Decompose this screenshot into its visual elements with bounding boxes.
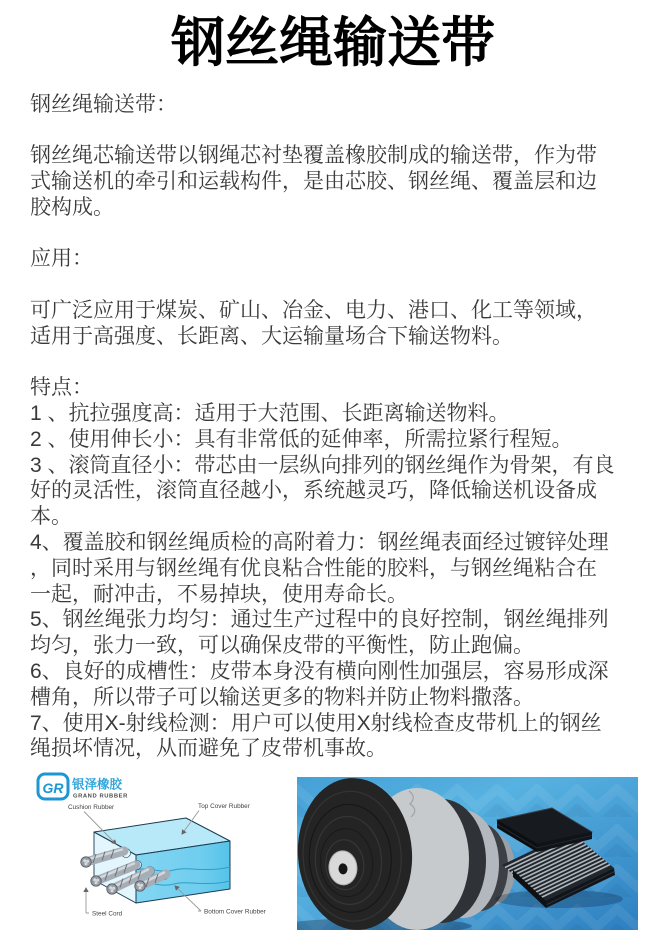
- list-item: 1 、抗拉强度高：适用于大范围、长距离输送物料。: [30, 402, 510, 426]
- document-page: [0, 10, 666, 940]
- page-title: 钢丝绳输送带: [171, 13, 495, 73]
- list-item: 3 、滚筒直径小：带芯由一层纵向排列的钢丝绳作为骨架，有良好的灵活性，滚筒直径越小，系统越灵巧，降低输送机设备成本。: [30, 453, 615, 529]
- belt-structure-diagram: [34, 772, 290, 939]
- steel-cord-label: Steel Cord: [92, 910, 123, 918]
- belt-product-photo: [297, 777, 638, 930]
- list-item: 6、良好的成槽性：皮带本身没有横向刚性加强层，容易形成深槽角，所以带子可以输送更多的物料并防止物料撒落。: [30, 660, 609, 709]
- logo-english-text: GRAND RUBBER: [73, 793, 128, 800]
- logo-monogram: GR: [42, 780, 64, 796]
- list-item: 4、覆盖胶和钢丝绳质检的高附着力：钢丝绳表面经过镀锌处理，同时采用与钢丝绳有优良粘合性能的胶料，与钢丝绳粘合在一起，耐冲击，不易掉块，使用寿命长。: [30, 531, 609, 606]
- list-item: 2 、使用伸长小：具有非常低的延伸率，所需拉紧行程短。: [30, 427, 573, 451]
- paragraph: 可广泛应用于煤炭、矿山、冶金、电力、港口、化工等领域，适用于高强度、长距离、大运输量场合下输送物料。: [30, 298, 597, 348]
- logo-chinese-text: 银泽橡胶: [72, 777, 123, 792]
- top-cover-rubber-label: Top Cover Rubber: [198, 803, 250, 810]
- section-heading: 特点：: [30, 376, 93, 400]
- list-item: 5、钢丝绳张力均匀：通过生产过程中的良好控制，钢丝绳排列均匀，张力一致，可以确保皮带的平衡性，防止跑偏。: [30, 608, 609, 658]
- paragraph: 钢丝绳芯输送带以钢绳芯衬垫覆盖橡胶制成的输送带，作为带式输送机的牵引和运载构件，是由芯胶、钢丝绳、覆盖层和边胶构成。: [30, 144, 597, 219]
- grand-rubber-logo: [38, 774, 128, 800]
- intro-heading: 钢丝绳输送带：: [30, 92, 177, 116]
- bottom-cover-rubber-label: Bottom Cover Rubber: [204, 908, 266, 916]
- figures-row: [0, 772, 666, 940]
- cushion-rubber-label: Cushion Rubber: [68, 804, 115, 811]
- list-item: 7、使用X-射线检测：用户可以使用X射线检查皮带机上的钢丝绳损坏情况，从而避免了皮带机事故。: [30, 711, 602, 761]
- section-heading: 应用：: [30, 247, 93, 271]
- article-body: [30, 92, 616, 763]
